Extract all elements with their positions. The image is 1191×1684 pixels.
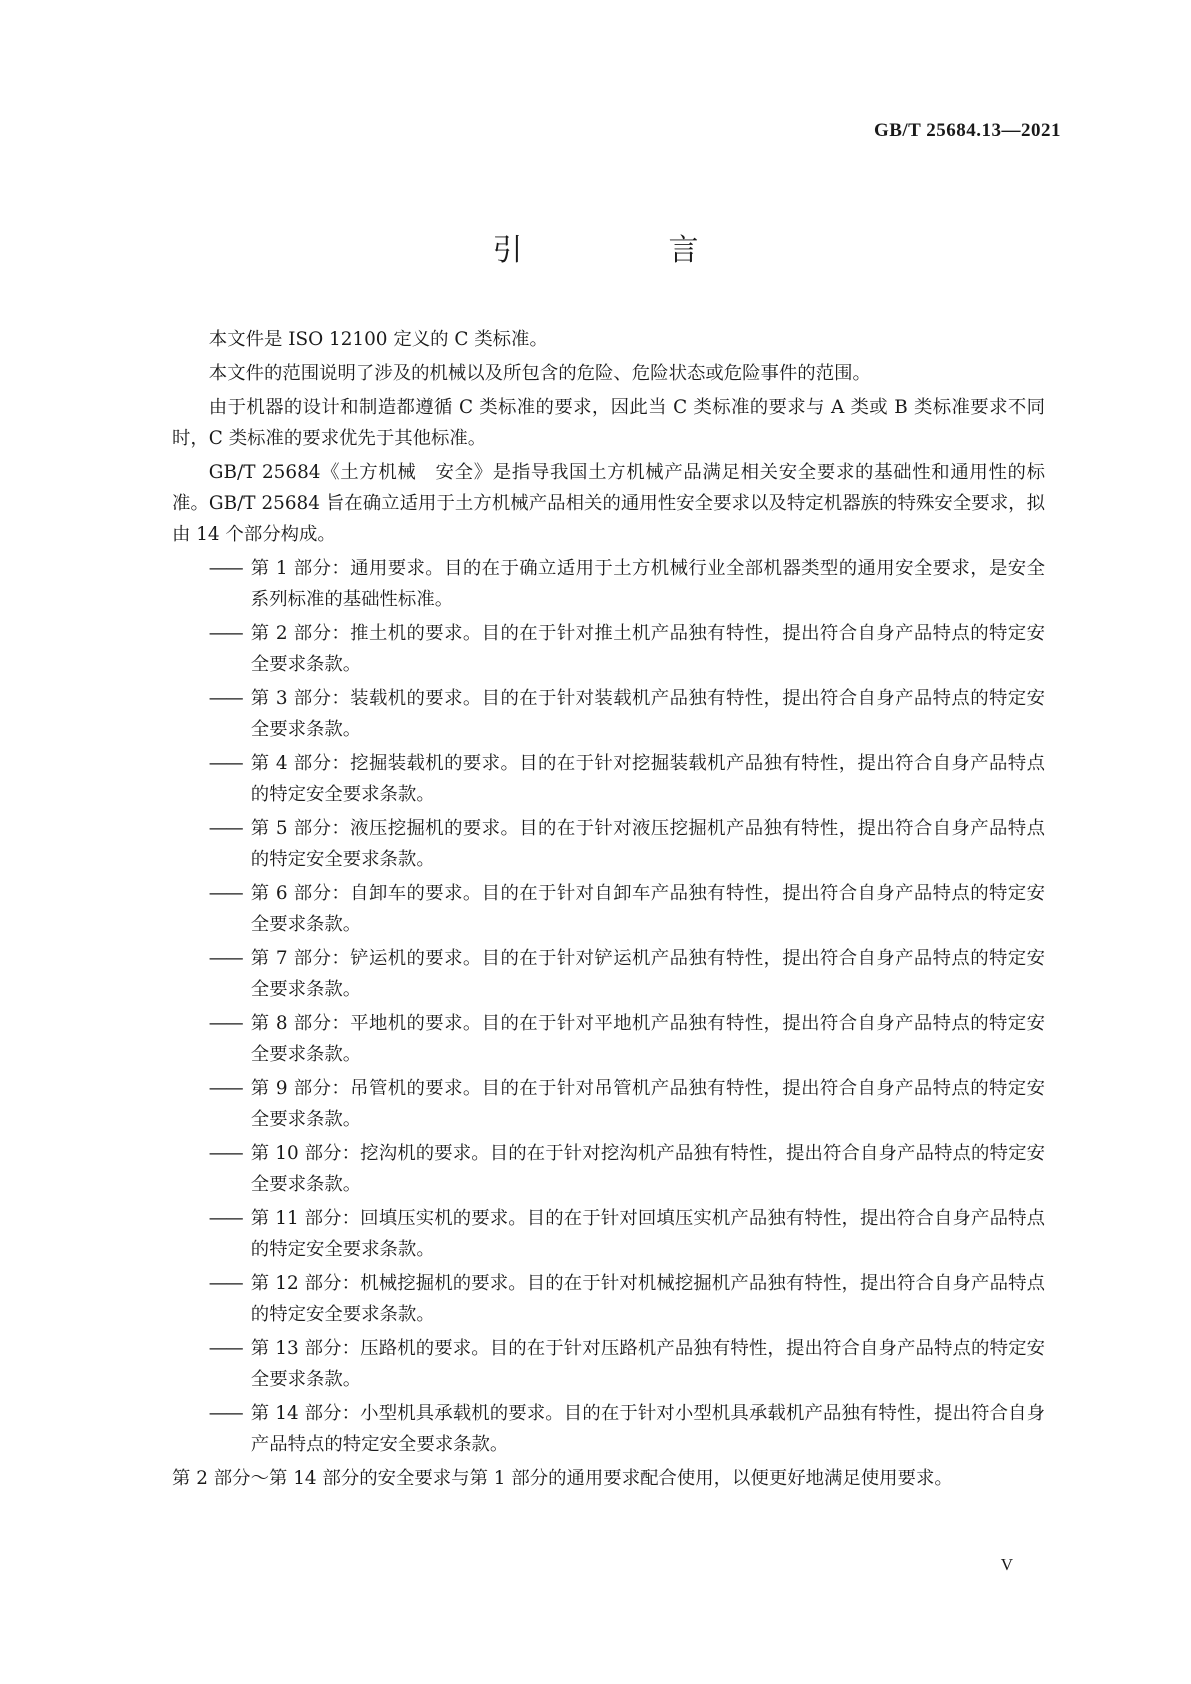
list-item-text: 第 10 部分：挖沟机的要求。目的在于针对挖沟机产品独有特性，提出符合自身产品特点的特定安全要求条款。 bbox=[250, 1143, 1045, 1195]
paragraph: 本文件的范围说明了涉及的机械以及所包含的危险、危险状态或危险事件的范围。 bbox=[208, 363, 871, 384]
list-item-text: 第 13 部分：压路机的要求。目的在于针对压路机产品独有特性，提出符合自身产品特点的特定安全要求条款。 bbox=[250, 1338, 1045, 1390]
list-dash: —— bbox=[208, 753, 242, 774]
list-item-text: 第 4 部分：挖掘装载机的要求。目的在于针对挖掘装载机产品独有特性，提出符合自身产品特点的特定安全要求条款。 bbox=[250, 753, 1045, 805]
paragraph: 由于机器的设计和制造都遵循 C 类标准的要求，因此当 C 类标准的要求与 A 类或 B 类标准要求不同时，C 类标准的要求优先于其他标准。 bbox=[172, 397, 1045, 449]
document-body bbox=[172, 324, 1045, 1497]
list-dash: —— bbox=[208, 818, 242, 839]
list-dash: —— bbox=[208, 558, 242, 579]
page-number: V bbox=[1000, 1555, 1013, 1574]
list-dash: —— bbox=[208, 688, 242, 709]
list-item-text: 第 3 部分：装载机的要求。目的在于针对装载机产品独有特性，提出符合自身产品特点的特定安全要求条款。 bbox=[250, 688, 1045, 740]
list-item bbox=[172, 813, 1045, 875]
standard-code-header: GB/T 25684.13—2021 bbox=[873, 120, 1061, 141]
list-item bbox=[172, 618, 1045, 680]
list-dash: —— bbox=[208, 623, 242, 644]
list-item-text: 第 1 部分：通用要求。目的在于确立适用于土方机械行业全部机器类型的通用安全要求，是安全系列标准的基础性标准。 bbox=[250, 558, 1045, 610]
list-item-text: 第 2 部分：推土机的要求。目的在于针对推土机产品独有特性，提出符合自身产品特点的特定安全要求条款。 bbox=[250, 623, 1045, 675]
list-item-text: 第 7 部分：铲运机的要求。目的在于针对铲运机产品独有特性，提出符合自身产品特点的特定安全要求条款。 bbox=[250, 948, 1045, 1000]
list-item bbox=[172, 1073, 1045, 1135]
paragraph: 本文件是 ISO 12100 定义的 C 类标准。 bbox=[208, 329, 548, 350]
list-dash: —— bbox=[208, 948, 242, 969]
list-item bbox=[172, 748, 1045, 810]
list-dash: —— bbox=[208, 1338, 242, 1359]
list-item bbox=[172, 878, 1045, 940]
list-dash: —— bbox=[208, 1143, 242, 1164]
list-item bbox=[172, 683, 1045, 745]
list-item bbox=[172, 1203, 1045, 1265]
list-item bbox=[172, 943, 1045, 1005]
list-item bbox=[172, 553, 1045, 615]
list-item-text: 第 12 部分：机械挖掘机的要求。目的在于针对机械挖掘机产品独有特性，提出符合自身产品特点的特定安全要求条款。 bbox=[250, 1273, 1045, 1325]
list-item-text: 第 8 部分：平地机的要求。目的在于针对平地机产品独有特性，提出符合自身产品特点的特定安全要求条款。 bbox=[250, 1013, 1045, 1065]
paragraph: GB/T 25684《土方机械 安全》是指导我国土方机械产品满足相关安全要求的基础性和通用性的标准。GB/T 25684 旨在确立适用于土方机械产品相关的通用性安全要求以及特定机器族的特殊安全要求，拟由 14 个部分构成。 bbox=[172, 462, 1045, 545]
page-title: 引 言 bbox=[492, 233, 757, 268]
list-item bbox=[172, 1398, 1045, 1460]
closing-paragraph: 第 2 部分～第 14 部分的安全要求与第 1 部分的通用要求配合使用，以便更好地满足使用要求。 bbox=[172, 1468, 953, 1489]
list-item bbox=[172, 1008, 1045, 1070]
list-item-text: 第 5 部分：液压挖掘机的要求。目的在于针对液压挖掘机产品独有特性，提出符合自身产品特点的特定安全要求条款。 bbox=[250, 818, 1045, 870]
list-item-text: 第 6 部分：自卸车的要求。目的在于针对自卸车产品独有特性，提出符合自身产品特点的特定安全要求条款。 bbox=[250, 883, 1045, 935]
list-dash: —— bbox=[208, 1403, 242, 1424]
list-dash: —— bbox=[208, 883, 242, 904]
list-item bbox=[172, 1333, 1045, 1395]
list-item-text: 第 14 部分：小型机具承载机的要求。目的在于针对小型机具承载机产品独有特性，提出符合自身产品特点的特定安全要求条款。 bbox=[250, 1403, 1045, 1455]
list-dash: —— bbox=[208, 1273, 242, 1294]
list-item bbox=[172, 1268, 1045, 1330]
list-item-text: 第 11 部分：回填压实机的要求。目的在于针对回填压实机产品独有特性，提出符合自身产品特点的特定安全要求条款。 bbox=[250, 1208, 1045, 1260]
list-item-text: 第 9 部分：吊管机的要求。目的在于针对吊管机产品独有特性，提出符合自身产品特点的特定安全要求条款。 bbox=[250, 1078, 1045, 1130]
list-item bbox=[172, 1138, 1045, 1200]
list-dash: —— bbox=[208, 1208, 242, 1229]
list-dash: —— bbox=[208, 1013, 242, 1034]
list-dash: —— bbox=[208, 1078, 242, 1099]
